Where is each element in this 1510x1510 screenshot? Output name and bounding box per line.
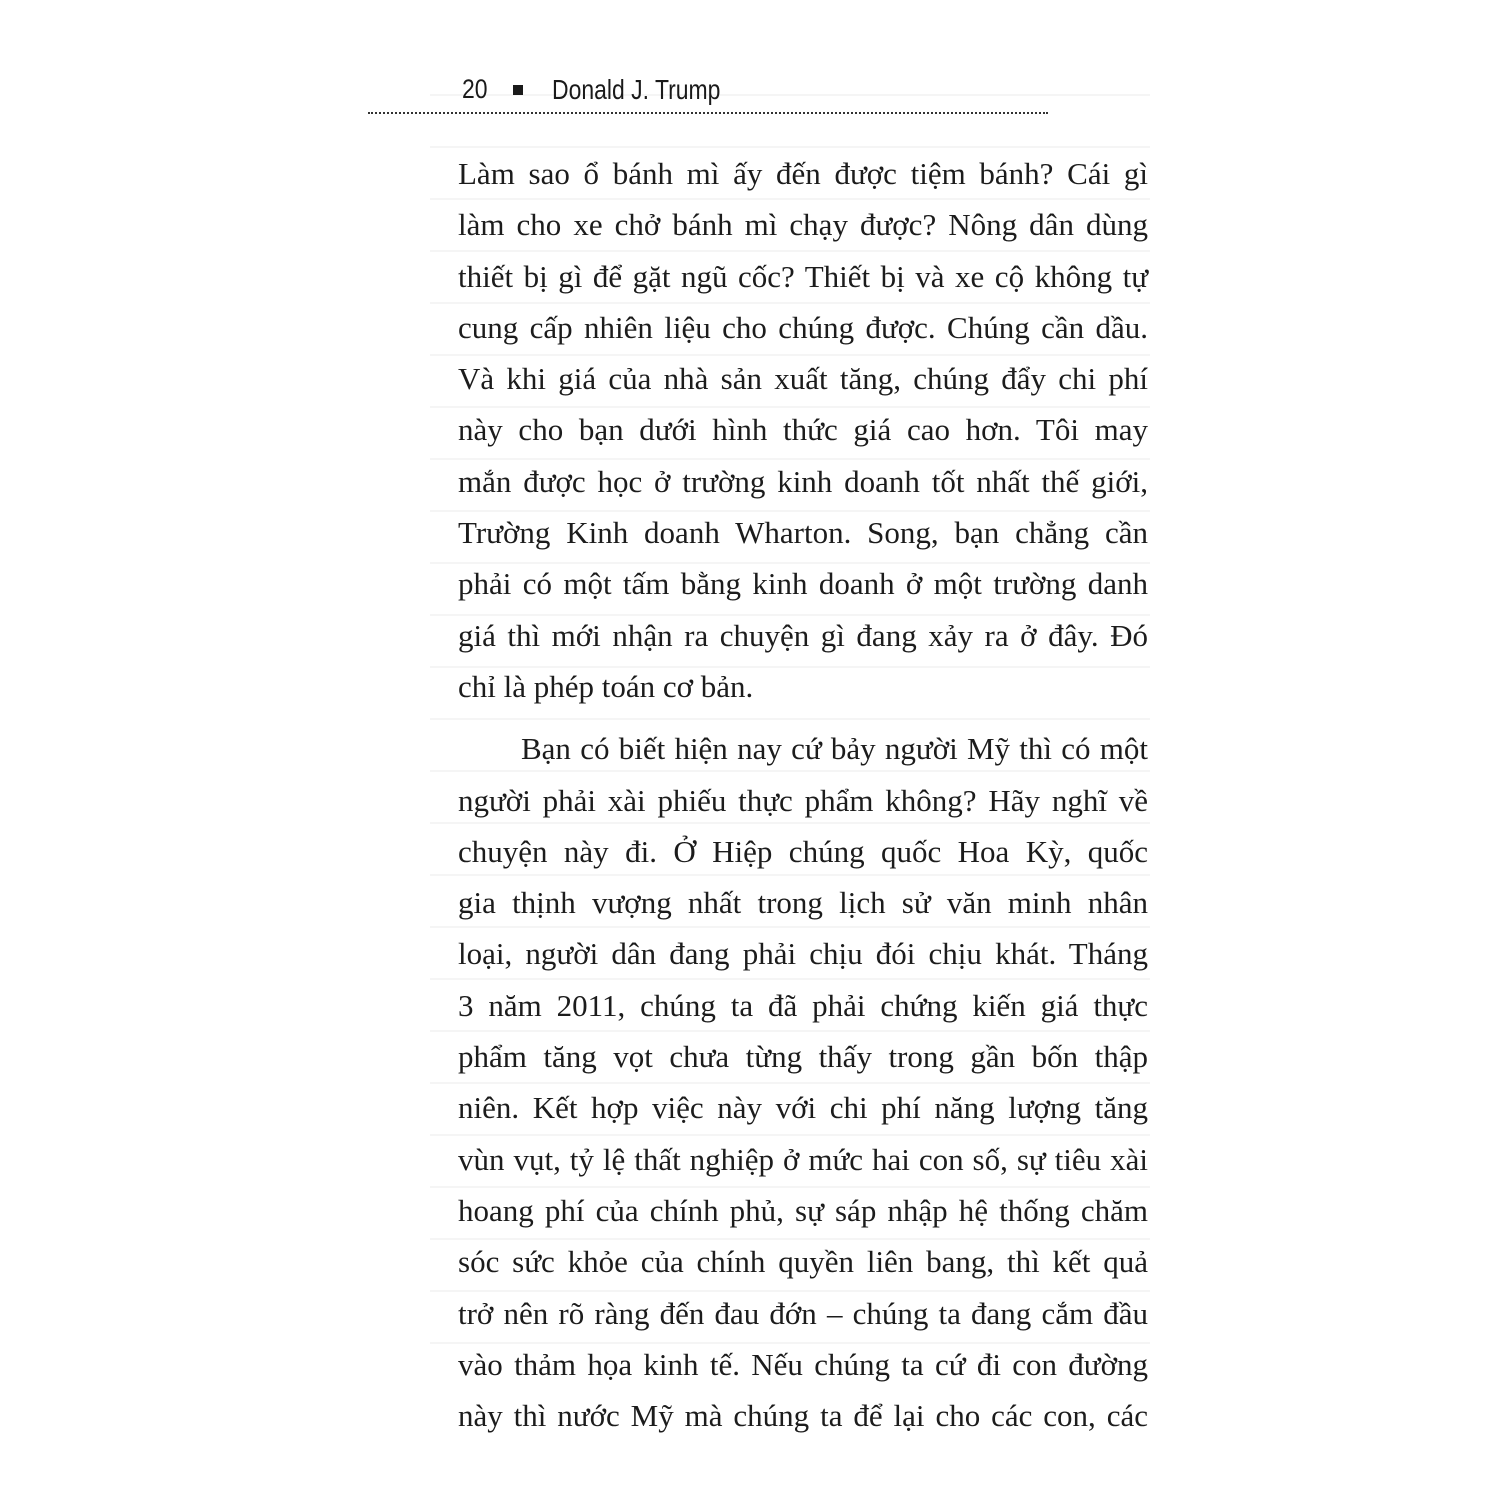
text-line: chỉ là phép toán cơ bản. xyxy=(458,668,754,704)
running-header xyxy=(368,70,1148,116)
text-line: thiết bị gì để gặt ngũ cốc? Thiết bị và xe cộ không tự xyxy=(458,258,1148,294)
text-line: niên. Kết hợp việc này với chi phí năng lượng tăng xyxy=(458,1090,1148,1126)
text-line: người phải xài phiếu thực phẩm không? Hãy nghĩ về xyxy=(458,782,1148,818)
paragraph-1 xyxy=(458,148,1148,712)
text-line: gia thịnh vượng nhất trong lịch sử văn minh nhân xyxy=(458,885,1148,921)
text-line: giá thì mới nhận ra chuyện gì đang xảy ra ở đây. Đó xyxy=(458,617,1148,653)
header-dotted-rule xyxy=(368,112,1048,114)
header-bullet-icon xyxy=(513,85,523,95)
text-line: làm cho xe chở bánh mì chạy được? Nông dân dùng xyxy=(458,207,1148,243)
paragraph-2 xyxy=(458,723,1148,1441)
text-line: phẩm tăng vọt chưa từng thấy trong gần bốn thập xyxy=(458,1039,1148,1075)
text-line: cung cấp nhiên liệu cho chúng được. Chúng cần dầu. xyxy=(458,309,1148,345)
text-line: Làm sao ổ bánh mì ấy đến được tiệm bánh? Cái gì xyxy=(458,156,1148,191)
text-line: hoang phí của chính phủ, sự sáp nhập hệ thống chăm xyxy=(458,1192,1148,1228)
text-line: loại, người dân đang phải chịu đói chịu khát. Tháng xyxy=(458,936,1148,972)
text-line: Và khi giá của nhà sản xuất tăng, chúng đẩy chi phí xyxy=(458,361,1148,397)
running-head-author: Donald J. Trump xyxy=(552,74,721,105)
text-line: vào thảm họa kinh tế. Nếu chúng ta cứ đi con đường xyxy=(458,1346,1148,1382)
text-line: Bạn có biết hiện nay cứ bảy người Mỹ thì có một xyxy=(521,731,1148,767)
text-line: Trường Kinh doanh Wharton. Song, bạn chẳng cần xyxy=(458,515,1148,551)
text-line: này thì nước Mỹ mà chúng ta để lại cho các con, các xyxy=(458,1398,1148,1434)
text-line: sóc sức khỏe của chính quyền liên bang, thì kết quả xyxy=(458,1244,1148,1280)
text-line: phải có một tấm bằng kinh doanh ở một trường danh xyxy=(458,566,1148,602)
text-line: 3 năm 2011, chúng ta đã phải chứng kiến giá thực xyxy=(458,987,1148,1023)
text-line: vùn vụt, tỷ lệ thất nghiệp ở mức hai con số, sự tiêu xài xyxy=(458,1141,1148,1177)
text-line: chuyện này đi. Ở Hiệp chúng quốc Hoa Kỳ, quốc xyxy=(458,833,1148,869)
paragraph-spacer xyxy=(458,712,1148,723)
body-text xyxy=(458,148,1148,1441)
text-line: này cho bạn dưới hình thức giá cao hơn. Tôi may xyxy=(458,412,1148,448)
text-line: mắn được học ở trường kinh doanh tốt nhất thế giới, xyxy=(458,463,1148,499)
text-line: trở nên rõ ràng đến đau đớn – chúng ta đang cắm đầu xyxy=(458,1295,1148,1331)
page-number: 20 xyxy=(462,74,488,104)
